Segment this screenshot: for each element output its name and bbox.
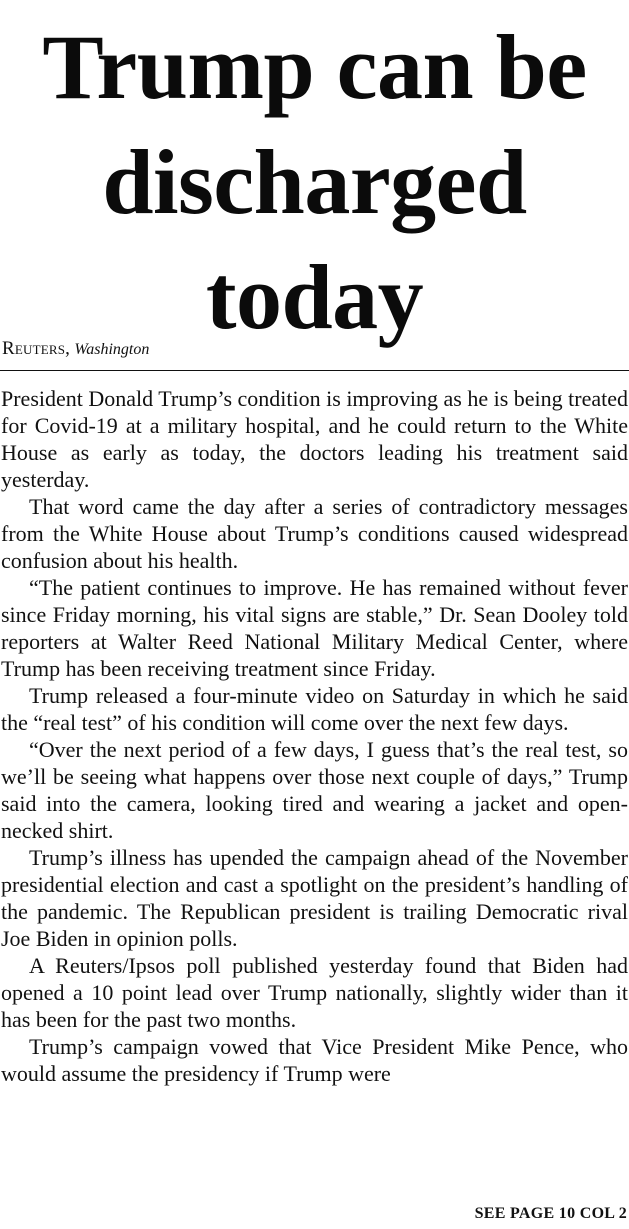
paragraph: “The patient continues to improve. He has remained without fever since Friday morning, his vital signs are stable,” Dr. Sean Dooley told reporters at Walter Reed National Military Medical Center, where Trump has been receiving treatment since Friday.	[1, 575, 628, 681]
paragraph: A Reuters/Ipsos poll published yesterday found that Biden had opened a 10 point lead over Trump nationally, slightly wider than it has been for the past two months.	[1, 953, 628, 1032]
headline	[0, 0, 629, 355]
paragraph: That word came the day after a series of contradictory messages from the White House about Trump’s conditions caused widespread confusion about his health.	[1, 494, 628, 573]
byline-agency: Reuters,	[2, 338, 71, 359]
paragraph: President Donald Trump’s condition is improving as he is being treated for Covid-19 at a military hospital, and he could return to the White House as early as today, the doctors leading his treatment said yesterday.	[1, 386, 628, 492]
headline-line-2: discharged	[102, 131, 527, 233]
story-body	[1, 385, 628, 1087]
paragraph: “Over the next period of a few days, I guess that’s the real test, so we’ll be seeing what happens over those next couple of days,” Trump said into the camera, looking tired and wearing a jacket and open-necked shirt.	[1, 737, 628, 843]
paragraph: Trump released a four-minute video on Saturday in which he said the “real test” of his condition will come over the next few days.	[1, 683, 628, 735]
byline	[2, 338, 149, 361]
paragraph: Trump’s illness has upended the campaign ahead of the November presidential election and cast a spotlight on the president’s handling of the pandemic. The Republican president is trailing Democratic rival Joe Biden in opinion polls.	[1, 845, 628, 951]
byline-dateline: Washington	[74, 341, 150, 358]
continuation-jump: SEE PAGE 10 COL 2	[474, 1205, 627, 1222]
byline-divider	[0, 370, 629, 371]
headline-line-1: Trump can be	[42, 16, 587, 118]
paragraph: Trump’s campaign vowed that Vice President Mike Pence, who would assume the presidency if Trump were	[1, 1034, 628, 1086]
headline-line-3: today	[205, 246, 424, 348]
